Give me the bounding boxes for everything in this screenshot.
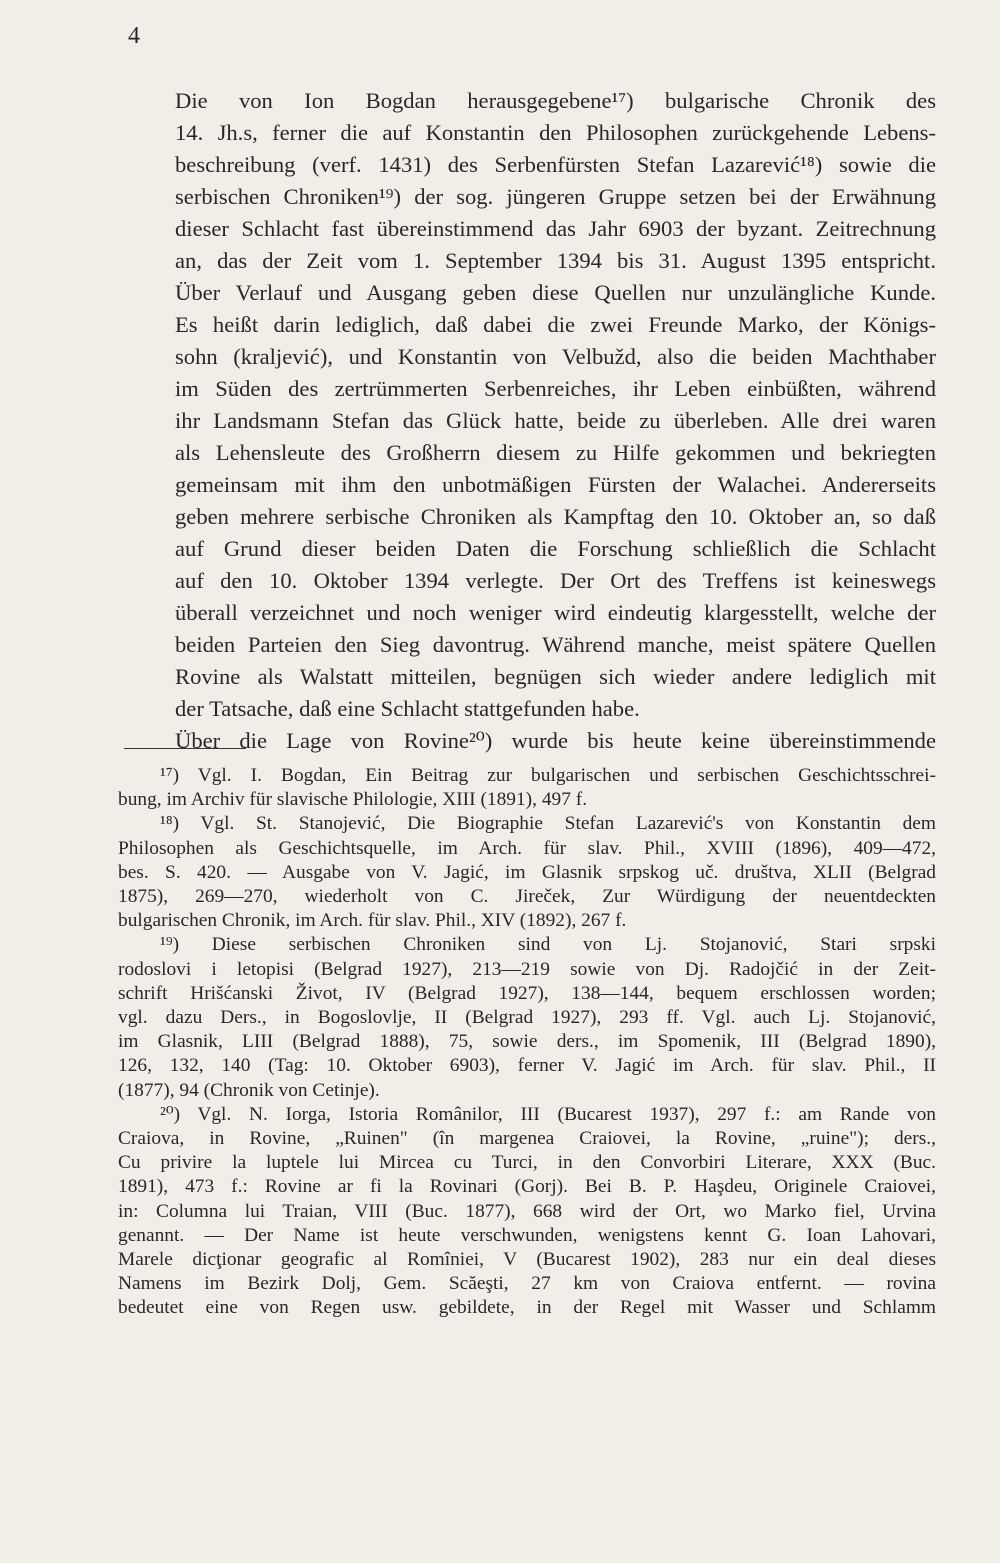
footnote-19	[118, 933, 936, 1102]
text-line: der Tatsache, daß eine Schlacht stattgefunden habe.	[175, 696, 640, 721]
paragraph-2	[121, 725, 936, 757]
footnote-line: ¹⁹) Diese serbischen Chroniken sind von Lj. Stojanović, Stari srpski	[160, 934, 936, 956]
footnote-line: bung, im Archiv für slavische Philologie, XIII (1891), 497 f.	[118, 789, 588, 811]
footnote-line: bes. S. 420. — Ausgabe von V. Jagić, im Glasnik srpskog uč. društva, XLII (Belgrad	[118, 861, 936, 883]
footnote-line: 126, 132, 140 (Tag: 10. Oktober 6903), ferner V. Jagić im Arch. für slav. Phil., II	[118, 1055, 936, 1077]
text-line: Über die Lage von Rovine²⁰) wurde bis heute keine übereinstimmende	[175, 728, 936, 753]
text-line: als Lehensleute des Großherrn diesem zu Hilfe gekommen und bekriegten	[175, 440, 936, 465]
text-line: Über Verlauf und Ausgang geben diese Quellen nur unzulängliche Kunde.	[175, 280, 936, 305]
main-text	[121, 85, 936, 757]
text-line: ihr Landsmann Stefan das Glück hatte, beide zu überleben. Alle drei waren	[175, 408, 936, 433]
footnote-line: 1891), 473 f.: Rovine ar fi la Rovinari (Gorj). Bei B. P. Haşdeu, Originele Craiovei,	[118, 1176, 936, 1198]
text-line: Die von Ion Bogdan herausgegebene¹⁷) bulgarische Chronik des	[175, 88, 936, 113]
footnote-line: im Glasnik, LIII (Belgrad 1888), 75, sowie ders., im Spomenik, III (Belgrad 1890),	[118, 1031, 936, 1053]
text-line: Es heißt darin lediglich, daß dabei die zwei Freunde Marko, der Königs-	[175, 312, 936, 337]
footnote-line: Namens im Bezirk Dolj, Gem. Scăeşti, 27 km von Craiova entfernt. — rovina	[118, 1273, 936, 1295]
text-line: dieser Schlacht fast übereinstimmend das Jahr 6903 der byzant. Zeitrechnung	[175, 216, 936, 241]
footnote-line: bulgarischen Chronik, im Arch. für slav. Phil., XIV (1892), 267 f.	[118, 910, 627, 932]
text-line: geben mehrere serbische Chroniken als Kampftag den 10. Oktober an, so daß	[175, 504, 936, 529]
text-line: beschreibung (verf. 1431) des Serbenfürsten Stefan Lazarević¹⁸) sowie die	[175, 152, 936, 177]
page-number: 4	[128, 23, 140, 49]
text-line: im Süden des zertrümmerten Serbenreiches, ihr Leben einbüßten, während	[175, 376, 936, 401]
text-line: Rovine als Walstatt mitteilen, begnügen sich wieder andere lediglich mit	[175, 664, 936, 689]
footnote-17	[118, 764, 936, 812]
text-line: auf den 10. Oktober 1394 verlegte. Der Ort des Treffens ist keineswegs	[175, 568, 936, 593]
footnote-line: bedeutet eine von Regen usw. gebildete, in der Regel mit Wasser und Schlamm	[118, 1297, 936, 1319]
footnote-line: (1877), 94 (Chronik von Cetinje).	[118, 1079, 380, 1101]
footnote-separator	[124, 748, 246, 749]
text-line: beiden Parteien den Sieg davontrug. Während manche, meist spätere Quellen	[175, 632, 936, 657]
text-line: serbischen Chroniken¹⁹) der sog. jüngeren Gruppe setzen bei der Erwähnung	[175, 184, 936, 209]
footnote-20	[118, 1103, 936, 1321]
text-line: sohn (kraljević), und Konstantin von Velbužd, also die beiden Machthaber	[175, 344, 936, 369]
footnotes	[118, 764, 936, 1321]
footnote-line: 1875), 269—270, wiederholt von C. Jireček, Zur Würdigung der neuentdeckten	[118, 886, 936, 908]
footnote-line: Marele dicţionar geografic al Romîniei, V (Bucarest 1902), 283 nur ein deal dieses	[118, 1249, 936, 1271]
footnote-line: ²⁰) Vgl. N. Iorga, Istoria Românilor, III (Bucarest 1937), 297 f.: am Rande von	[160, 1103, 936, 1125]
text-line: gemeinsam mit ihm den unbotmäßigen Fürsten der Walachei. Andererseits	[175, 472, 936, 497]
footnote-line: Philosophen als Geschichtsquelle, im Arch. für slav. Phil., XVIII (1896), 409—472,	[118, 837, 936, 859]
footnote-line: genannt. — Der Name ist heute verschwunden, wenigstens kennt G. Ioan Lahovari,	[118, 1224, 936, 1246]
footnote-line: Craiova, in Rovine, „Ruinen" (în margenea Craiovei, la Rovine, „ruine"); ders.,	[118, 1128, 936, 1150]
footnote-line: vgl. dazu Ders., in Bogoslovlje, II (Belgrad 1927), 293 ff. Vgl. auch Lj. Stojanović,	[118, 1007, 936, 1029]
footnote-line: Cu privire la luptele lui Mircea cu Turci, in den Convorbiri Literare, XXX (Buc.	[118, 1152, 936, 1174]
text-line: 14. Jh.s, ferner die auf Konstantin den Philosophen zurückgehende Lebens-	[175, 120, 936, 145]
footnote-18	[118, 812, 936, 933]
text-line: überall verzeichnet und noch weniger wird eindeutig klargesstellt, welche der	[175, 600, 936, 625]
paragraph-1	[121, 85, 936, 725]
footnote-line: ¹⁸) Vgl. St. Stanojević, Die Biographie Stefan Lazarević's von Konstantin dem	[160, 813, 936, 835]
text-line: an, das der Zeit vom 1. September 1394 bis 31. August 1395 entspricht.	[175, 248, 936, 273]
text-line: auf Grund dieser beiden Daten die Forschung schließlich die Schlacht	[175, 536, 936, 561]
footnote-line: in: Columna lui Traian, VIII (Buc. 1877), 668 wird der Ort, wo Marko fiel, Urvina	[118, 1200, 936, 1222]
footnote-line: rodoslovi i letopisi (Belgrad 1927), 213—219 sowie von Dj. Radojčić in der Zeit-	[118, 958, 936, 980]
footnote-line: ¹⁷) Vgl. I. Bogdan, Ein Beitrag zur bulgarischen und serbischen Geschichtsschrei-	[160, 765, 936, 786]
footnote-line: schrift Hrišćanski Život, IV (Belgrad 1927), 138—144, bequem erschlossen worden;	[118, 982, 936, 1004]
